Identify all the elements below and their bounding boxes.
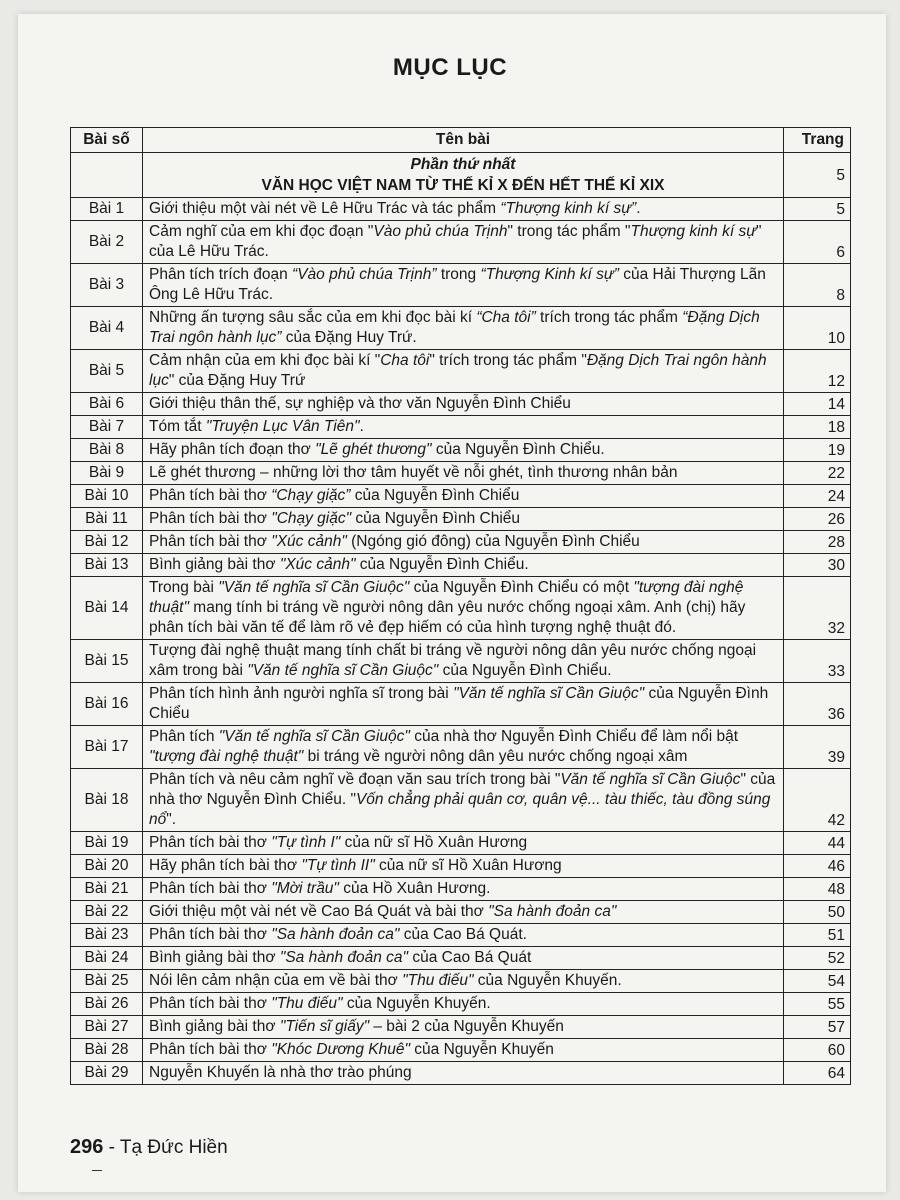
lesson-title-text: Phân tích xyxy=(149,728,219,745)
page-number: 26 xyxy=(784,508,851,531)
lesson-title-italic: "Sa hành đoản ca" xyxy=(279,949,409,966)
page-number: 30 xyxy=(784,554,851,577)
toc-row xyxy=(71,1016,851,1039)
lesson-number: Bài 5 xyxy=(71,350,143,393)
lesson-number: Bài 24 xyxy=(71,947,143,970)
toc-row xyxy=(71,554,851,577)
toc-row xyxy=(71,416,851,439)
lesson-title-italic: "Mời trầu" xyxy=(271,880,339,897)
lesson-number: Bài 15 xyxy=(71,640,143,683)
part-page: 5 xyxy=(784,153,851,198)
lesson-number: Bài 11 xyxy=(71,508,143,531)
lesson-title-text: Phân tích bài thơ xyxy=(149,510,272,527)
lesson-title-text: Hãy phân tích bài thơ xyxy=(149,857,302,874)
lesson-number: Bài 12 xyxy=(71,531,143,554)
lesson-title-text: Bình giảng bài thơ xyxy=(149,949,280,966)
lesson-title-italic: “Đặng Dịch Trai ngôn hành lục” xyxy=(149,309,760,346)
lesson-title-italic: "Tự tình II" xyxy=(301,857,375,874)
toc-row xyxy=(71,350,851,393)
lesson-number: Bài 22 xyxy=(71,901,143,924)
lesson-title-text: " của Đặng Huy Trứ xyxy=(168,372,306,389)
lesson-title-text: Phân tích bài thơ xyxy=(149,880,272,897)
lesson-number: Bài 13 xyxy=(71,554,143,577)
lesson-title-italic: “Thượng kinh kí sự” xyxy=(500,200,637,217)
lesson-title-text: Những ấn tượng sâu sắc của em khi đọc bài kí xyxy=(149,309,477,326)
lesson-title-text: Bình giảng bài thơ xyxy=(149,1018,280,1035)
lesson-title-text: . xyxy=(359,418,364,435)
page-number: 60 xyxy=(784,1039,851,1062)
lesson-title xyxy=(143,970,784,993)
toc-row xyxy=(71,924,851,947)
toc-row xyxy=(71,769,851,832)
page-number: 48 xyxy=(784,878,851,901)
lesson-title-text: của Nguyễn Đình Chiểu. xyxy=(355,556,529,573)
toc-row xyxy=(71,508,851,531)
lesson-title-text: Cảm nghĩ của em khi đọc đoạn " xyxy=(149,223,374,240)
lesson-title xyxy=(143,198,784,221)
lesson-title-text: . xyxy=(636,200,641,217)
page-number: 51 xyxy=(784,924,851,947)
lesson-title xyxy=(143,832,784,855)
lesson-title-text: Phân tích bài thơ xyxy=(149,995,272,1012)
lesson-title-text: của nữ sĩ Hồ Xuân Hương xyxy=(340,834,528,851)
toc-row xyxy=(71,640,851,683)
lesson-title-text: Phân tích bài thơ xyxy=(149,926,272,943)
lesson-title-italic: Vào phủ chúa Trịnh xyxy=(373,223,508,240)
lesson-title-italic: "Thu điếu" xyxy=(271,995,343,1012)
page-number: 33 xyxy=(784,640,851,683)
lesson-number: Bài 28 xyxy=(71,1039,143,1062)
toc-row xyxy=(71,531,851,554)
lesson-title-text: Phân tích bài thơ xyxy=(149,1041,272,1058)
lesson-number: Bài 3 xyxy=(71,264,143,307)
page-number: 8 xyxy=(784,264,851,307)
part-no-cell xyxy=(71,153,143,198)
lesson-title xyxy=(143,554,784,577)
lesson-title-text: mang tính bi tráng về người nông dân yêu nước chống ngoại xâm. Anh (chị) hãy phân tích bài văn tế để làm rõ vẻ đẹp hiếm có của hình tượng nghệ thuật đó. xyxy=(149,599,746,636)
lesson-title-text: của Nguyễn Đình Chiểu xyxy=(350,487,520,504)
lesson-title-text: của Nguyễn Khuyến. xyxy=(473,972,622,989)
page-number: 6 xyxy=(784,221,851,264)
page-number: 57 xyxy=(784,1016,851,1039)
header-row xyxy=(71,128,851,153)
lesson-title xyxy=(143,901,784,924)
lesson-title-italic: Đặng Dịch Trai ngôn hành lục xyxy=(149,352,767,389)
lesson-title-text: của nhà thơ Nguyễn Đình Chiểu để làm nổi bật xyxy=(409,728,739,745)
lesson-title-text: Phân tích bài thơ xyxy=(149,487,272,504)
lesson-title-italic: "tượng đài nghệ thuật" xyxy=(149,579,744,616)
lesson-title xyxy=(143,393,784,416)
lesson-title-text: " trích trong tác phẩm " xyxy=(429,352,587,369)
lesson-title-text: Trong bài xyxy=(149,579,219,596)
lesson-number: Bài 18 xyxy=(71,769,143,832)
lesson-title-text: trích trong tác phẩm xyxy=(535,309,683,326)
lesson-title-italic: “Chạy giặc” xyxy=(271,487,351,504)
footer-author: Tạ Đức Hiền xyxy=(119,1137,228,1158)
lesson-title xyxy=(143,221,784,264)
part-heading xyxy=(143,153,784,198)
lesson-number: Bài 27 xyxy=(71,1016,143,1039)
lesson-title-text: trong xyxy=(436,266,481,283)
part-label: Phần thứ nhất xyxy=(410,156,516,173)
toc-row xyxy=(71,993,851,1016)
lesson-title-text: " của Lê Hữu Trác. xyxy=(149,223,762,260)
toc-row xyxy=(71,462,851,485)
part-title: VĂN HỌC VIỆT NAM TỪ THẾ KỈ X ĐẾN HẾT THẾ KỈ XIX xyxy=(261,177,665,194)
page-number: 19 xyxy=(784,439,851,462)
lesson-title-text: bi tráng về người nông dân yêu nước chống ngoại xâm xyxy=(303,748,688,765)
lesson-title-italic: Thượng kinh kí sự xyxy=(630,223,757,240)
footer-separator: - xyxy=(103,1137,120,1158)
lesson-title-italic: "tượng đài nghệ thuật" xyxy=(149,748,304,765)
lesson-number: Bài 7 xyxy=(71,416,143,439)
lesson-number: Bài 2 xyxy=(71,221,143,264)
lesson-title-text: (Ngóng gió đông) của Nguyễn Đình Chiểu xyxy=(346,533,640,550)
lesson-number: Bài 14 xyxy=(71,577,143,640)
lesson-number: Bài 9 xyxy=(71,462,143,485)
lesson-number: Bài 17 xyxy=(71,726,143,769)
toc-row xyxy=(71,221,851,264)
lesson-number: Bài 6 xyxy=(71,393,143,416)
lesson-number: Bài 4 xyxy=(71,307,143,350)
lesson-number: Bài 21 xyxy=(71,878,143,901)
lesson-title-text: Nói lên cảm nhận của em về bài thơ xyxy=(149,972,403,989)
lesson-title-text: Bình giảng bài thơ xyxy=(149,556,280,573)
toc-row xyxy=(71,439,851,462)
lesson-title-text: của Hồ Xuân Hương. xyxy=(338,880,491,897)
lesson-title-italic: "Sa hành đoản ca" xyxy=(271,926,400,943)
page-title: MỤC LỤC xyxy=(392,54,508,81)
lesson-title-text: Phân tích bài thơ xyxy=(149,834,272,851)
lesson-number: Bài 19 xyxy=(71,832,143,855)
column-header-title: Tên bài xyxy=(143,128,784,153)
toc-row xyxy=(71,577,851,640)
lesson-title-text: Nguyễn Khuyến là nhà thơ trào phúng xyxy=(149,1064,412,1081)
page-number: 50 xyxy=(784,901,851,924)
lesson-number: Bài 10 xyxy=(71,485,143,508)
toc-row xyxy=(71,198,851,221)
lesson-title xyxy=(143,683,784,726)
lesson-title-italic: "Tự tình I" xyxy=(271,834,341,851)
page-number: 46 xyxy=(784,855,851,878)
lesson-title-text: " trong tác phẩm " xyxy=(507,223,631,240)
page-number: 36 xyxy=(784,683,851,726)
footer-mark xyxy=(92,1170,102,1171)
lesson-title-italic: Cha tôi xyxy=(380,352,430,369)
lesson-number: Bài 1 xyxy=(71,198,143,221)
page-number: 5 xyxy=(784,198,851,221)
toc-row xyxy=(71,1039,851,1062)
lesson-title-text: của Đặng Huy Trứ. xyxy=(281,329,417,346)
lesson-title-text: ". xyxy=(166,811,177,828)
lesson-title-text: của Cao Bá Quát. xyxy=(399,926,527,943)
page-number: 52 xyxy=(784,947,851,970)
lesson-title-text: " của nhà thơ Nguyễn Đình Chiểu. " xyxy=(149,771,776,808)
lesson-number: Bài 8 xyxy=(71,439,143,462)
lesson-title-text: Hãy phân tích đoạn thơ xyxy=(149,441,316,458)
lesson-title xyxy=(143,1039,784,1062)
lesson-title-text: Lẽ ghét thương – những lời thơ tâm huyết về nỗi ghét, tình thương nhân bản xyxy=(149,464,678,481)
lesson-title-italic: "Xúc cảnh" xyxy=(271,533,347,550)
page-number: 44 xyxy=(784,832,851,855)
page-footer xyxy=(70,1136,228,1159)
lesson-title-italic: "Sa hành đoản ca" xyxy=(488,903,617,920)
lesson-title-italic: "Truyện Lục Vân Tiên" xyxy=(205,418,360,435)
lesson-title-text: của Nguyễn Đình Chiểu xyxy=(149,685,769,722)
page-number: 32 xyxy=(784,577,851,640)
lesson-title-text: của Nguyễn Khuyến. xyxy=(342,995,491,1012)
page-number: 12 xyxy=(784,350,851,393)
page-number: 18 xyxy=(784,416,851,439)
lesson-title-italic: "Xúc cảnh" xyxy=(279,556,356,573)
lesson-title-text: của Nguyễn Khuyến xyxy=(409,1041,554,1058)
lesson-title-text: Giới thiệu thân thế, sự nghiệp và thơ văn Nguyễn Đình Chiểu xyxy=(149,395,571,412)
lesson-title xyxy=(143,577,784,640)
lesson-title-italic: “Thượng Kinh kí sự” xyxy=(480,266,619,283)
page-number: 24 xyxy=(784,485,851,508)
page-number: 42 xyxy=(784,769,851,832)
lesson-title xyxy=(143,1016,784,1039)
lesson-title-text: của Nguyễn Đình Chiểu. xyxy=(438,662,612,679)
page-number: 54 xyxy=(784,970,851,993)
lesson-title xyxy=(143,640,784,683)
part-row xyxy=(71,153,851,198)
lesson-title xyxy=(143,855,784,878)
lesson-title-italic: Vốn chẳng phải quân cơ, quân vệ... tàu thiếc, tàu đồng súng nổ xyxy=(149,791,771,828)
column-header-no: Bài số xyxy=(71,128,143,153)
toc-row xyxy=(71,855,851,878)
page-number: 22 xyxy=(784,462,851,485)
lesson-title-italic: "Văn tế nghĩa sĩ Cần Giuộc" xyxy=(453,685,645,702)
lesson-title-italic: “Cha tôi” xyxy=(476,309,536,326)
lesson-title xyxy=(143,726,784,769)
lesson-title xyxy=(143,350,784,393)
toc-row xyxy=(71,683,851,726)
lesson-title xyxy=(143,531,784,554)
lesson-title xyxy=(143,1062,784,1085)
lesson-title xyxy=(143,439,784,462)
lesson-title-text: Tóm tắt xyxy=(149,418,206,435)
lesson-title xyxy=(143,769,784,832)
lesson-title-italic: "Chạy giặc" xyxy=(271,510,352,527)
lesson-title-text: của nữ sĩ Hồ Xuân Hương xyxy=(374,857,562,874)
lesson-title-italic: "Khóc Dương Khuê" xyxy=(271,1041,410,1058)
lesson-title xyxy=(143,924,784,947)
lesson-title xyxy=(143,485,784,508)
lesson-title-italic: "Thu điếu" xyxy=(402,972,474,989)
lesson-title xyxy=(143,947,784,970)
page-number: 10 xyxy=(784,307,851,350)
lesson-title xyxy=(143,508,784,531)
lesson-title-text: của Hải Thượng Lãn Ông Lê Hữu Trác. xyxy=(149,266,766,303)
lesson-title-text: của Nguyễn Đình Chiểu có một xyxy=(409,579,634,596)
lesson-number: Bài 20 xyxy=(71,855,143,878)
toc-row xyxy=(71,947,851,970)
lesson-title xyxy=(143,462,784,485)
lesson-title-italic: "Văn tế nghĩa sĩ Cần Giuộc" xyxy=(218,579,410,596)
column-header-page: Trang xyxy=(784,128,851,153)
page-number: 14 xyxy=(784,393,851,416)
page-number: 64 xyxy=(784,1062,851,1085)
lesson-title xyxy=(143,993,784,1016)
toc-row xyxy=(71,970,851,993)
toc-row xyxy=(71,832,851,855)
page-number: 28 xyxy=(784,531,851,554)
toc-row xyxy=(71,485,851,508)
toc-row xyxy=(71,726,851,769)
lesson-title-text: Phân tích trích đoạn xyxy=(149,266,293,283)
toc-row xyxy=(71,1062,851,1085)
lesson-title-text: Cảm nhận của em khi đọc bài kí " xyxy=(149,352,381,369)
page-number: 39 xyxy=(784,726,851,769)
lesson-title-text: của Nguyễn Đình Chiểu. xyxy=(431,441,605,458)
toc-row xyxy=(71,307,851,350)
lesson-title-text: của Cao Bá Quát xyxy=(408,949,532,966)
lesson-title-italic: "Lẽ ghét thương" xyxy=(315,441,432,458)
lesson-title-text: Phân tích bài thơ xyxy=(149,533,272,550)
toc-row xyxy=(71,878,851,901)
lesson-number: Bài 23 xyxy=(71,924,143,947)
lesson-title xyxy=(143,264,784,307)
lesson-title-italic: "Văn tế nghĩa sĩ Cần Giuộc" xyxy=(218,728,410,745)
lesson-title-text: Giới thiệu một vài nét về Cao Bá Quát và bài thơ xyxy=(149,903,489,920)
lesson-title xyxy=(143,416,784,439)
table-of-contents xyxy=(70,127,851,1085)
lesson-title-text: Tượng đài nghệ thuật mang tính chất bi tráng về người nông dân yêu nước chống ngoại xâm trong bài xyxy=(149,642,757,679)
toc-row xyxy=(71,264,851,307)
lesson-number: Bài 29 xyxy=(71,1062,143,1085)
lesson-title-text: của Nguyễn Đình Chiểu xyxy=(351,510,521,527)
toc-row xyxy=(71,393,851,416)
lesson-title xyxy=(143,307,784,350)
lesson-number: Bài 16 xyxy=(71,683,143,726)
page-number: 55 xyxy=(784,993,851,1016)
lesson-title-italic: "Văn tế nghĩa sĩ Cần Giuộc" xyxy=(247,662,439,679)
lesson-title-italic: “Vào phủ chúa Trịnh” xyxy=(292,266,437,283)
lesson-title-text: Phân tích hình ảnh người nghĩa sĩ trong bài xyxy=(149,685,454,702)
lesson-number: Bài 26 xyxy=(71,993,143,1016)
lesson-number: Bài 25 xyxy=(71,970,143,993)
lesson-title-italic: "Tiến sĩ giấy" xyxy=(279,1018,370,1035)
lesson-title xyxy=(143,878,784,901)
toc-row xyxy=(71,901,851,924)
footer-page-number: 296 xyxy=(70,1136,104,1158)
lesson-title-text: Phân tích và nêu cảm nghĩ về đoạn văn sau trích trong bài " xyxy=(149,771,561,788)
lesson-title-text: Giới thiệu một vài nét về Lê Hữu Trác và tác phẩm xyxy=(149,200,501,217)
lesson-title-italic: Văn tế nghĩa sĩ Cần Giuộc xyxy=(560,771,741,788)
lesson-title-text: – bài 2 của Nguyễn Khuyến xyxy=(369,1018,564,1035)
